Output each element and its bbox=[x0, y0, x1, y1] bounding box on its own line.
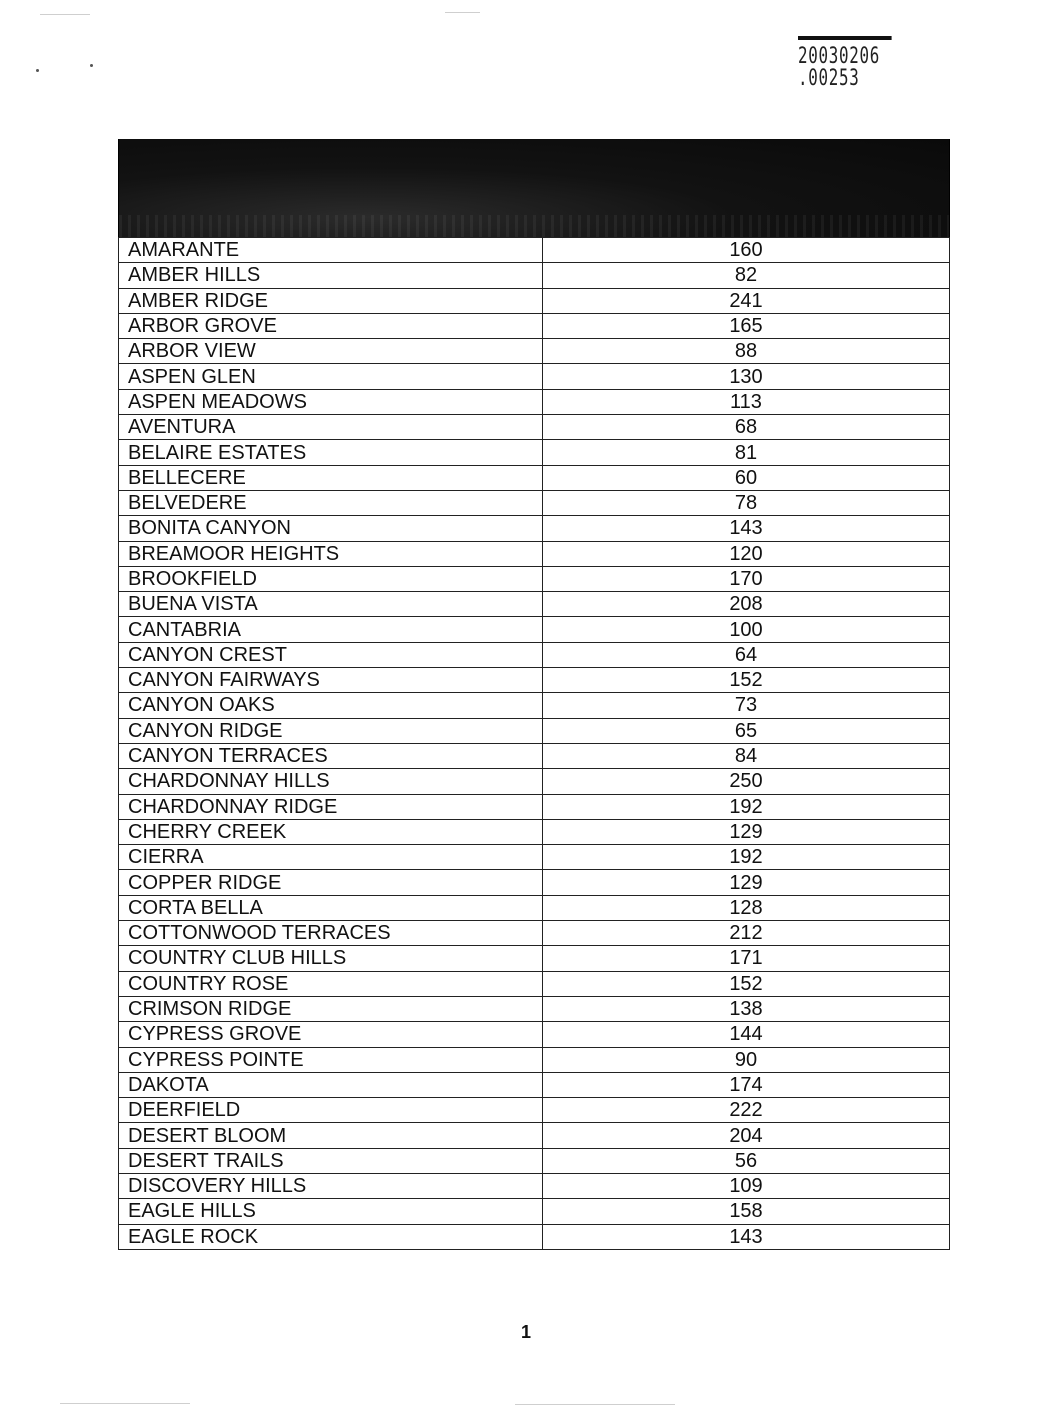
document-number-line-2: .00253 bbox=[798, 66, 860, 91]
table-row bbox=[119, 339, 950, 364]
community-value-cell: 152 bbox=[543, 971, 950, 996]
table-row bbox=[119, 516, 950, 541]
community-name-cell: CANYON TERRACES bbox=[119, 743, 543, 768]
community-value-cell: 64 bbox=[543, 642, 950, 667]
table-row bbox=[119, 1022, 950, 1047]
community-name-cell: CANYON OAKS bbox=[119, 693, 543, 718]
community-value-cell: 56 bbox=[543, 1148, 950, 1173]
table-row bbox=[119, 743, 950, 768]
community-name-cell: BROOKFIELD bbox=[119, 566, 543, 591]
community-name-cell: CRIMSON RIDGE bbox=[119, 996, 543, 1021]
table-row bbox=[119, 895, 950, 920]
table-row bbox=[119, 238, 950, 263]
community-name-cell: EAGLE ROCK bbox=[119, 1224, 543, 1249]
community-value-cell: 90 bbox=[543, 1047, 950, 1072]
table-row bbox=[119, 718, 950, 743]
community-name-cell: BUENA VISTA bbox=[119, 592, 543, 617]
community-name-cell: CIERRA bbox=[119, 845, 543, 870]
community-value-cell: 250 bbox=[543, 769, 950, 794]
community-value-cell: 212 bbox=[543, 921, 950, 946]
table-row bbox=[119, 668, 950, 693]
table-row bbox=[119, 617, 950, 642]
community-value-cell: 174 bbox=[543, 1072, 950, 1097]
table-row bbox=[119, 288, 950, 313]
community-value-cell: 204 bbox=[543, 1123, 950, 1148]
community-value-cell: 143 bbox=[543, 516, 950, 541]
community-name-cell: BELAIRE ESTATES bbox=[119, 440, 543, 465]
community-table bbox=[118, 139, 950, 1250]
table-row bbox=[119, 971, 950, 996]
table-row bbox=[119, 592, 950, 617]
table-row bbox=[119, 642, 950, 667]
community-name-cell: CANYON FAIRWAYS bbox=[119, 668, 543, 693]
table-row bbox=[119, 541, 950, 566]
community-value-cell: 158 bbox=[543, 1199, 950, 1224]
community-value-cell: 100 bbox=[543, 617, 950, 642]
table-row bbox=[119, 1047, 950, 1072]
community-name-cell: ASPEN MEADOWS bbox=[119, 389, 543, 414]
table-row bbox=[119, 415, 950, 440]
community-value-cell: 241 bbox=[543, 288, 950, 313]
table-header-band bbox=[118, 139, 950, 237]
community-value-cell: 82 bbox=[543, 263, 950, 288]
document-number-stamp bbox=[798, 36, 892, 90]
table-row bbox=[119, 1072, 950, 1097]
community-name-cell: CANYON CREST bbox=[119, 642, 543, 667]
scan-rule bbox=[445, 12, 480, 13]
community-name-cell: DAKOTA bbox=[119, 1072, 543, 1097]
table-row bbox=[119, 845, 950, 870]
table-row bbox=[119, 263, 950, 288]
table-row bbox=[119, 440, 950, 465]
community-name-cell: CHERRY CREEK bbox=[119, 819, 543, 844]
community-value-cell: 113 bbox=[543, 389, 950, 414]
table-row bbox=[119, 996, 950, 1021]
community-name-cell: DISCOVERY HILLS bbox=[119, 1173, 543, 1198]
community-name-cell: CANYON RIDGE bbox=[119, 718, 543, 743]
table-row bbox=[119, 693, 950, 718]
page-number: 1 bbox=[520, 1322, 531, 1342]
community-value-cell: 222 bbox=[543, 1098, 950, 1123]
community-name-cell: AMBER HILLS bbox=[119, 263, 543, 288]
table-row bbox=[119, 1173, 950, 1198]
community-value-cell: 165 bbox=[543, 313, 950, 338]
community-value-cell: 128 bbox=[543, 895, 950, 920]
community-value-cell: 192 bbox=[543, 845, 950, 870]
table-row bbox=[119, 465, 950, 490]
community-value-cell: 109 bbox=[543, 1173, 950, 1198]
community-value-cell: 170 bbox=[543, 566, 950, 591]
community-value-cell: 143 bbox=[543, 1224, 950, 1249]
community-name-cell: AMBER RIDGE bbox=[119, 288, 543, 313]
community-value-cell: 144 bbox=[543, 1022, 950, 1047]
community-name-cell: COTTONWOOD TERRACES bbox=[119, 921, 543, 946]
table-row bbox=[119, 794, 950, 819]
community-value-cell: 73 bbox=[543, 693, 950, 718]
scan-rule bbox=[515, 1404, 675, 1405]
table-row bbox=[119, 921, 950, 946]
community-name-cell: ARBOR VIEW bbox=[119, 339, 543, 364]
community-list bbox=[118, 237, 950, 1250]
community-value-cell: 129 bbox=[543, 819, 950, 844]
community-value-cell: 88 bbox=[543, 339, 950, 364]
community-name-cell: BONITA CANYON bbox=[119, 516, 543, 541]
table-row bbox=[119, 1148, 950, 1173]
community-value-cell: 152 bbox=[543, 668, 950, 693]
community-name-cell: ASPEN GLEN bbox=[119, 364, 543, 389]
community-value-cell: 120 bbox=[543, 541, 950, 566]
community-value-cell: 129 bbox=[543, 870, 950, 895]
community-value-cell: 78 bbox=[543, 490, 950, 515]
document-number-line-1: 20030206 bbox=[798, 44, 881, 69]
table-row bbox=[119, 364, 950, 389]
community-value-cell: 138 bbox=[543, 996, 950, 1021]
community-name-cell: EAGLE HILLS bbox=[119, 1199, 543, 1224]
community-name-cell: CORTA BELLA bbox=[119, 895, 543, 920]
community-name-cell: CHARDONNAY RIDGE bbox=[119, 794, 543, 819]
table-row bbox=[119, 946, 950, 971]
community-value-cell: 84 bbox=[543, 743, 950, 768]
community-name-cell: CYPRESS GROVE bbox=[119, 1022, 543, 1047]
community-value-cell: 130 bbox=[543, 364, 950, 389]
community-value-cell: 65 bbox=[543, 718, 950, 743]
table-row bbox=[119, 870, 950, 895]
scan-rule bbox=[40, 14, 90, 15]
community-value-cell: 171 bbox=[543, 946, 950, 971]
community-value-cell: 81 bbox=[543, 440, 950, 465]
community-name-cell: COUNTRY ROSE bbox=[119, 971, 543, 996]
community-name-cell: AVENTURA bbox=[119, 415, 543, 440]
table-row bbox=[119, 769, 950, 794]
community-name-cell: DESERT TRAILS bbox=[119, 1148, 543, 1173]
community-value-cell: 208 bbox=[543, 592, 950, 617]
community-name-cell: COUNTRY CLUB HILLS bbox=[119, 946, 543, 971]
community-name-cell: COPPER RIDGE bbox=[119, 870, 543, 895]
scan-speck bbox=[90, 64, 93, 67]
header-scan-noise bbox=[119, 215, 949, 237]
community-name-cell: CYPRESS POINTE bbox=[119, 1047, 543, 1072]
community-name-cell: ARBOR GROVE bbox=[119, 313, 543, 338]
community-value-cell: 60 bbox=[543, 465, 950, 490]
community-name-cell: AMARANTE bbox=[119, 238, 543, 263]
community-name-cell: DEERFIELD bbox=[119, 1098, 543, 1123]
table-row bbox=[119, 490, 950, 515]
community-name-cell: CHARDONNAY HILLS bbox=[119, 769, 543, 794]
table-row bbox=[119, 1199, 950, 1224]
community-value-cell: 160 bbox=[543, 238, 950, 263]
community-value-cell: 192 bbox=[543, 794, 950, 819]
table-row bbox=[119, 1123, 950, 1148]
community-name-cell: BELVEDERE bbox=[119, 490, 543, 515]
table-row bbox=[119, 1224, 950, 1249]
table-row bbox=[119, 1098, 950, 1123]
community-rows bbox=[119, 238, 950, 1250]
community-name-cell: BELLECERE bbox=[119, 465, 543, 490]
community-name-cell: BREAMOOR HEIGHTS bbox=[119, 541, 543, 566]
community-value-cell: 68 bbox=[543, 415, 950, 440]
community-name-cell: DESERT BLOOM bbox=[119, 1123, 543, 1148]
table-row bbox=[119, 819, 950, 844]
community-name-cell: CANTABRIA bbox=[119, 617, 543, 642]
table-row bbox=[119, 566, 950, 591]
table-row bbox=[119, 313, 950, 338]
scan-rule bbox=[60, 1403, 190, 1404]
table-row bbox=[119, 389, 950, 414]
scan-speck bbox=[36, 69, 39, 72]
